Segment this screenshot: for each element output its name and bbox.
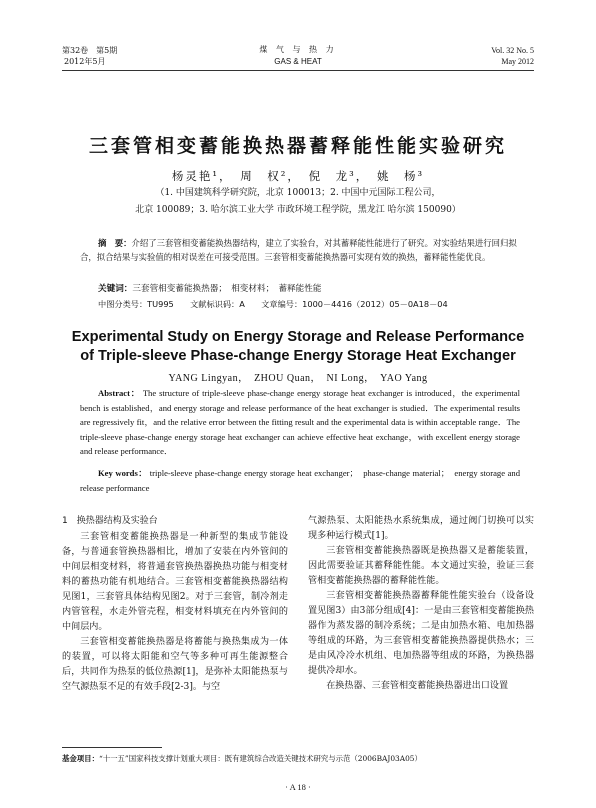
paper-title-en: [0, 328, 596, 366]
header-date-cn: 2012年5月: [64, 57, 106, 66]
keywords-en-label: Key words：: [98, 468, 148, 478]
footnote-label: 基金项目：: [62, 754, 99, 763]
header-volume-cn: 第32卷 第5期: [62, 46, 118, 55]
abstract-en-text: The structure of triple-sleeve phase-change energy storage heat exchanger is introduced，the experimental bench is established，and energy storage and release performance of the heat exchanger is studied．The experimental results are regressively fit，and the relative error between the fitting result and the experimental data is within acceptable range．The triple-sleeve phase-change energy storage heat exchanger can achieve effective heat exchange，with excellent energy storage and release performance．: [80, 388, 521, 456]
right-paragraph-1: 气源热泵、太阳能热水系统集成，通过阀门切换可以实现多种运行模式[1]。: [308, 516, 534, 541]
right-column: [308, 514, 534, 694]
left-column: [62, 514, 288, 695]
keywords-en-text: triple-sleeve phase-change energy storage heat exchanger； phase-change material； energy storage and release performance: [80, 468, 520, 493]
keywords-cn-label: 关键词：: [98, 284, 133, 294]
paper-title-cn: 三套管相变蓄能换热器蓄释能性能实验研究: [88, 135, 507, 157]
section-heading: 1 换热器结构及实验台: [62, 516, 158, 526]
affiliation-line-1: （1. 中国建筑科学研究院，北京 100013；2. 中国中元国际工程公司，: [155, 188, 441, 198]
classification-line: 中图分类号：TU995 文献标识码：A 文章编号：1000－4416（2012）05－0A18－04: [98, 299, 448, 309]
authors-cn: 杨灵艳¹， 周 权²， 倪 龙³， 姚 杨³: [171, 169, 425, 183]
right-paragraph-3: 三套管相变蓄能换热器蓄释能性能实验台（设备设置见图3）由3部分组成[4]：一是由三套管相变蓄能换热器作为蒸发器的制冷系统；二是由加热水箱、电加热器等组成的环路，为三套管相变蓄能换热器提供热水；三是由风冷冷水机组、电加热器等组成的环路，为换热器提供冷却水。: [308, 591, 534, 676]
page-number: · A 18 ·: [285, 782, 311, 792]
abstract-cn: [80, 236, 520, 264]
header-date-en: May 2012: [501, 57, 534, 66]
affiliation-line-2: 北京 100089；3. 哈尔滨工业大学 市政环境工程学院，黑龙江 哈尔滨 150090）: [135, 205, 461, 215]
funding-footnote: [62, 754, 534, 764]
paper-title-en-line-1: Experimental Study on Energy Storage and Release Performance: [71, 329, 525, 345]
abstract-en: [80, 386, 520, 459]
authors-en: YANG Lingyan， ZHOU Quan， NI Long， YAO Yang: [168, 373, 428, 384]
paper-title-en-line-2: of Triple-sleeve Phase-change Energy Storage Heat Exchanger: [80, 348, 516, 364]
abstract-cn-text: 介绍了三套管相变蓄能换热器结构，建立了实验台，对其蓄释能性能进行了研究。对实验结果进行回归拟合，拟合结果与实验值的相对误差在可接受范围。三套管相变蓄能换热器可实现有效的换热，蓄释能性能优良。: [80, 238, 517, 262]
journal-name-en: GAS & HEAT: [274, 57, 322, 66]
header-rule: [62, 70, 534, 71]
footnote-text: “十一五”国家科技支撑计划重大项目：既有建筑综合改造关键技术研究与示范（2006BAJ03A05）: [98, 754, 422, 763]
footnote-rule: [62, 747, 162, 748]
right-paragraph-4: 在换热器、三套管相变蓄能换热器进出口设置: [326, 681, 509, 691]
abstract-cn-label: 摘 要：: [98, 238, 132, 248]
left-paragraph-2: 三套管相变蓄能换热器是将蓄能与换热集成为一体的装置，可以将太阳能和空气等多种可再生能源整合后，共同作为热泵的低位热源[1]，是弥补太阳能热泵与空气源热泵不足的有效手段[2-3]。与空: [62, 637, 288, 692]
left-paragraph-1: 三套管相变蓄能换热器是一种新型的集成节能设备，与普通套管换热器相比，增加了安装在内外管间的中间层相变材料，将普通套管换热器换热功能与相变材料的蓄热功能有机地结合。三套管相变蓄能换热器结构见图1，三套管具体结构见图2。对于三套管，制冷剂走内管管程，水走外管壳程，相变材料填充在内外管间的中间层内。: [62, 532, 288, 632]
keywords-en: [80, 466, 520, 495]
abstract-en-label: Abstract：: [98, 388, 141, 398]
right-paragraph-2: 三套管相变蓄能换热器既是换热器又是蓄能装置，因此需要验证其蓄释能性能。本文通过实验，验证三套管相变蓄能换热器的蓄释能性能。: [308, 546, 534, 586]
header-volume-en: Vol. 32 No. 5: [491, 46, 534, 55]
keywords-cn-text: 三套管相变蓄能换热器； 相变材料； 蓄释能性能: [132, 284, 322, 294]
journal-name-cn: 煤 气 与 热 力: [259, 45, 337, 54]
keywords-cn: [98, 282, 321, 296]
